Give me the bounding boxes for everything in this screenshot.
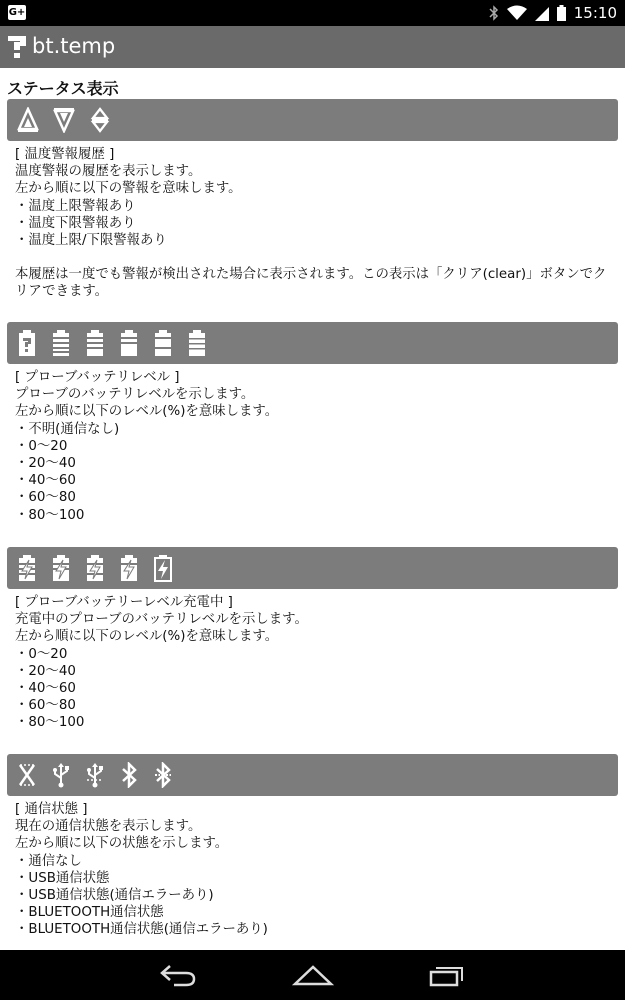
cell-signal-icon: [535, 5, 549, 21]
list-item: ・BLUETOOTH通信状態: [15, 905, 164, 921]
recent-apps-icon[interactable]: [428, 962, 466, 988]
clock: 15:10: [573, 4, 617, 22]
description-line: 充電中のプローブのバッテリレベルを示します。: [15, 612, 308, 628]
usb-error-icon: [85, 762, 105, 788]
battery-unknown-icon: [17, 329, 37, 357]
battery-charging-0-20-icon: [17, 554, 37, 582]
navigation-bar: [0, 950, 625, 1000]
no-connection-icon: [17, 762, 37, 788]
battery-80-100-icon: [187, 329, 207, 357]
section-description: [7, 589, 618, 732]
bluetooth-icon: [119, 762, 139, 788]
list-item: ・60～80: [15, 698, 76, 714]
temp-low-alarm-icon: [53, 107, 75, 133]
list-item: ・20～40: [15, 663, 76, 679]
bluetooth-error-icon: [153, 762, 173, 788]
section-heading: [ プローブバッテリレベル ]: [15, 370, 180, 385]
section-heading: [ 温度警報履歴 ]: [15, 147, 115, 162]
status-bar: [0, 0, 625, 26]
battery-charging-60-80-icon: [119, 554, 139, 582]
section-description: [7, 141, 618, 301]
list-item: ・温度上限警報あり: [15, 198, 136, 214]
section-heading: [ プローブバッテリーレベル充電中 ]: [15, 595, 233, 610]
description-line: 現在の通信状態を表示します。: [15, 819, 202, 835]
section-probe-battery-level: [7, 322, 618, 524]
description-line: 左から順に以下のレベル(%)を意味します。: [15, 629, 279, 645]
section-heading: [ 通信状態 ]: [15, 802, 88, 817]
description-line: 左から順に以下の警報を意味します。: [15, 181, 242, 197]
section-description: [7, 796, 618, 939]
app-logo-icon: [6, 34, 28, 60]
section-temp-alarm-history: [7, 99, 618, 301]
section-communication-state: [7, 754, 618, 939]
battery-charging-20-40-icon: [51, 554, 71, 582]
list-item: ・BLUETOOTH通信状態(通信エラーあり): [15, 922, 268, 938]
list-item: ・温度下限警報あり: [15, 215, 136, 231]
app-bar: [0, 26, 625, 68]
section-probe-battery-charging: [7, 547, 618, 732]
temp-high-low-alarm-icon: [89, 107, 111, 133]
temp-high-alarm-icon: [17, 107, 39, 133]
wifi-icon: [507, 5, 527, 21]
list-item: ・0～20: [15, 438, 68, 454]
icon-bar: [7, 322, 618, 364]
battery-status-icon: [557, 5, 566, 21]
list-item: ・温度上限/下限警報あり: [15, 233, 167, 249]
list-item: ・USB通信状態(通信エラーあり): [15, 888, 214, 904]
home-icon[interactable]: [292, 962, 334, 988]
description-line: 左から順に以下の状態を示します。: [15, 836, 229, 852]
list-item: ・0～20: [15, 646, 68, 662]
app-title: bt.temp: [32, 34, 116, 58]
icon-bar: [7, 99, 618, 141]
list-item: ・60～80: [15, 490, 76, 506]
battery-20-40-icon: [85, 329, 105, 357]
list-item: ・80～100: [15, 715, 85, 731]
list-item: ・40～60: [15, 681, 76, 697]
list-item: ・80～100: [15, 507, 85, 523]
battery-charging-80-100-icon: [153, 554, 173, 582]
icon-bar: [7, 547, 618, 589]
battery-charging-40-60-icon: [85, 554, 105, 582]
google-plus-notification-icon: G+: [8, 7, 26, 18]
description-line: プローブのバッテリレベルを示します。: [15, 387, 255, 403]
description-line: 左から順に以下のレベル(%)を意味します。: [15, 404, 279, 420]
battery-0-20-icon: [51, 329, 71, 357]
battery-60-80-icon: [153, 329, 173, 357]
status-help-content[interactable]: [0, 68, 625, 950]
bluetooth-status-icon: [489, 5, 499, 21]
list-item: ・通信なし: [15, 853, 82, 869]
section-note: 本履歴は一度でも警報が検出された場合に表示されます。この表示は「クリア(clear)」ボタンでクリアできます。: [15, 267, 607, 300]
back-icon[interactable]: [158, 962, 198, 988]
section-description: [7, 364, 618, 524]
list-item: ・40～60: [15, 473, 76, 489]
page-title: ステータス表示: [7, 79, 119, 98]
list-item: ・不明(通信なし): [15, 421, 120, 437]
battery-40-60-icon: [119, 329, 139, 357]
icon-bar: [7, 754, 618, 796]
list-item: ・20～40: [15, 456, 76, 472]
list-item: ・USB通信状態: [15, 870, 110, 886]
description-line: 温度警報の履歴を表示します。: [15, 164, 202, 180]
usb-icon: [51, 762, 71, 788]
